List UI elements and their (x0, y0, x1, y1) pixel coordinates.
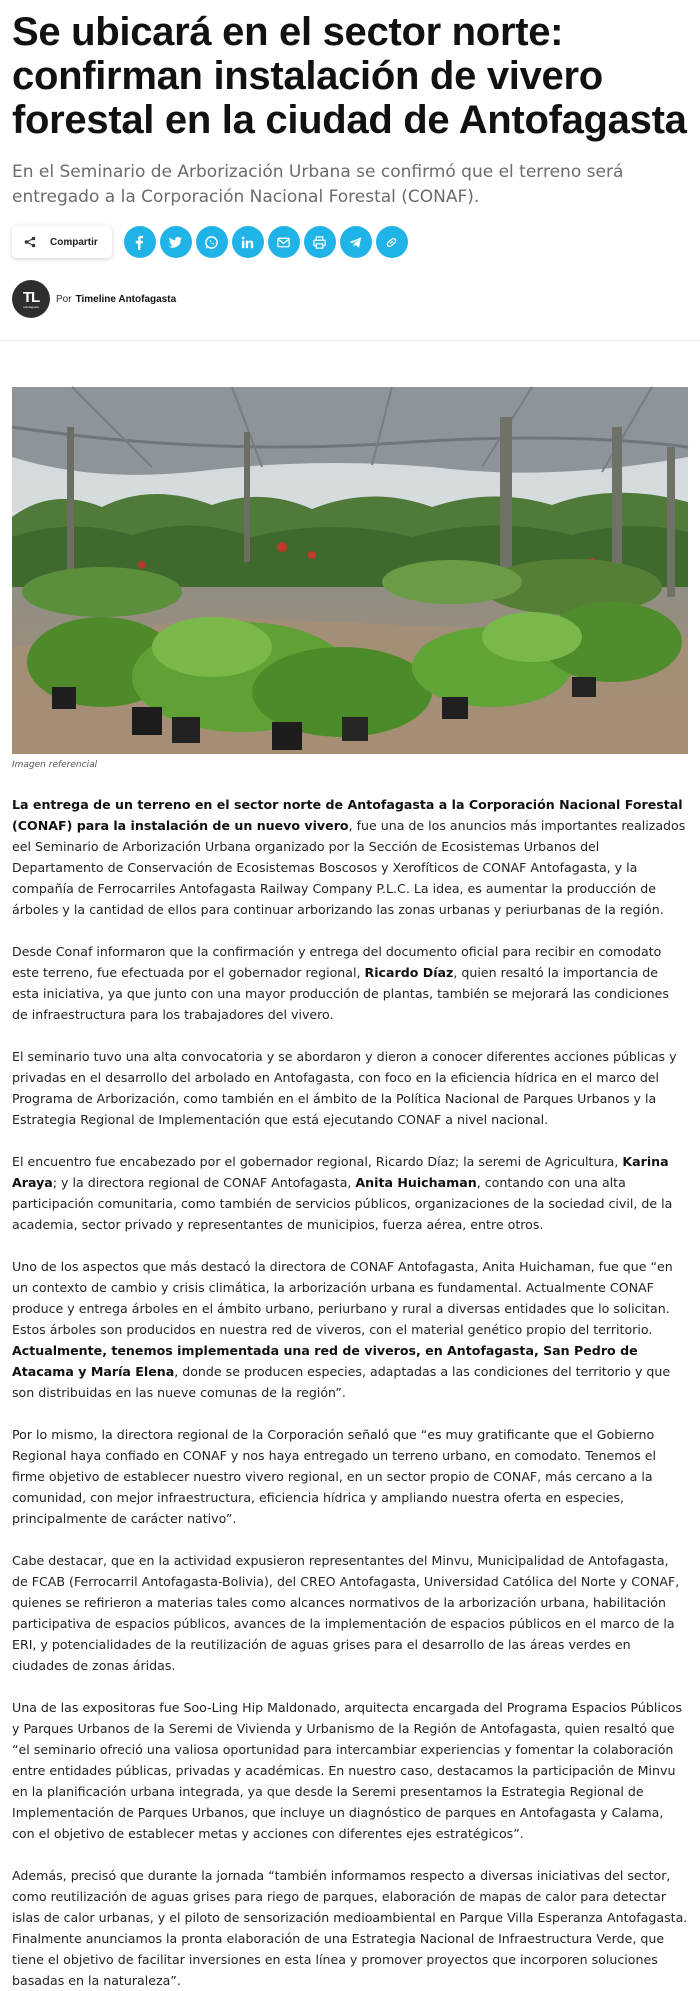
paragraph-text: ; y la directora regional de CONAF Antofagasta, (52, 1175, 356, 1190)
paragraph (12, 794, 688, 920)
paragraph-text: , donde se producen especies, adaptadas a las condiciones del territorio y que son distribuidas en las nueve comunas de la región”. (12, 1364, 671, 1400)
avatar-monogram: TL (22, 288, 40, 306)
paragraph: Cabe destacar, que en la actividad expusieron representantes del Minvu, Municipalidad de Antofagasta, de FCAB (Ferrocarril Antofagasta-Bolivia), del CREO Antofagasta, Universidad Católica del Norte y CONAF, quienes se refirieron a materias tales como alcances normativos de la arborización urbana, habilitación participativa de espacios públicos, avances de la implementación de espacios públicos en el marco de la ERI, y potencialidades de la reutilización de aguas grises para el desarrollo de las áreas verdes en ciudades de zonas áridas. (12, 1553, 680, 1673)
article-headline: Se ubicará en el sector norte: confirman instalación de vivero forestal en la ciudad de Antofagasta (12, 10, 687, 142)
paragraph-bold: Karina Araya (12, 1154, 669, 1190)
email-icon (276, 235, 291, 250)
linkedin-icon (240, 235, 255, 250)
paragraph-text: El encuentro fue encabezado por el gobernador regional, Ricardo Díaz; la seremi de Agricultura, (12, 1154, 623, 1169)
paragraph-text: Uno de los aspectos que más destacó la directora de CONAF Antofagasta, Anita Huichaman, fue que “en un contexto de cambio y crisis climática, la arborización urbana es fundamental. Actualmente CONAF produce y entrega árboles en el ámbito urbano, periurbano y rural a diversas entidades que lo solicitan. Estos árboles son producidos en nuestra red de viveros, con el material genético propio del territorio. (12, 1259, 673, 1337)
paragraph-text: , fue una de los anuncios más importantes realizados eel Seminario de Arborización Urbana organizado por la Sección de Ecosistemas Urbanos del Departamento de Conservación de Ecosistemas Boscosos y Xerofíticos de CONAF Antofagasta, y la compañía de Ferrocarriles Antofagasta Railway Company P.L.C. La idea, es aumentar la producción de árboles y la cantidad de ellos para continuar arborizando las zonas urbanas y periurbanas de la región. (12, 818, 686, 917)
paragraph-bold: Actualmente, tenemos implementada una red de viveros, en Antofagasta, San Pedro de Atacama y María Elena (12, 1343, 638, 1379)
copy-link-button[interactable] (376, 226, 408, 258)
image-caption: Imagen referencial (12, 760, 98, 770)
header-divider (0, 340, 700, 341)
share-icon (24, 236, 36, 248)
article-image (12, 387, 688, 754)
share-whatsapp-button[interactable] (196, 226, 228, 258)
share-button[interactable] (12, 226, 112, 258)
twitter-icon (168, 235, 183, 250)
share-telegram-button[interactable] (340, 226, 372, 258)
paragraph (12, 1256, 688, 1403)
nursery-photo (12, 387, 688, 754)
avatar-subtext: antofagasta (23, 304, 39, 309)
article-subtitle: En el Seminario de Arborización Urbana se confirmó que el terreno será entregado a la Corporación Nacional Forestal (CONAF). (12, 162, 624, 207)
print-icon (312, 235, 327, 250)
paragraph-text: Desde Conaf informaron que la confirmación y entrega del documento oficial para recibir en comodato este terreno, fue efectuada por el gobernador regional, (12, 944, 662, 980)
whatsapp-icon (204, 235, 219, 250)
share-twitter-button[interactable] (160, 226, 192, 258)
paragraph: El seminario tuvo una alta convocatoria y se abordaron y dieron a conocer diferentes acciones públicas y privadas en el desarrollo del arbolado en Antofagasta, con foco en la eficiencia hídrica en el marco del Programa de Arborización, como también en el ámbito de la Política Nacional de Parques Urbanos y la Estrategia Regional de Implementación que está ejecutando CONAF a nivel nacional. (12, 1049, 677, 1127)
share-linkedin-button[interactable] (232, 226, 264, 258)
author-prefix: Por (56, 293, 72, 305)
paragraph (12, 941, 688, 1025)
paragraph-text: , contando con una alta participación comunitaria, como también de servicios públicos, organizaciones de la sociedad civil, de la academia, sector privado y representantes de municipios, fuerza aérea, entre otros. (12, 1175, 673, 1232)
paragraph: Además, precisó que durante la jornada “también informamos respecto a diversas iniciativas del sector, como reutilización de aguas grises para riego de parques, elaboración de mapas de calor para detectar islas de calor urbanas, y el piloto de sensorización medioambiental en Parque Villa Esperanza Antofagasta. Finalmente anunciamos la pronta elaboración de una Estrategia Nacional de Infraestructura Verde, que tiene el objetivo de facilitar inversiones en esta línea y promover proyectos que incorporen soluciones basadas en la naturaleza”. (12, 1868, 688, 1988)
paragraph-bold: Ricardo Díaz (364, 965, 454, 980)
paragraph-text: , quien resaltó la importancia de esta iniciativa, ya que junto con una mayor producción de plantas, también se mejorará las condiciones de infraestructura para los trabajadores del vivero. (12, 965, 669, 1022)
facebook-icon (132, 235, 147, 250)
share-facebook-button[interactable] (124, 226, 156, 258)
author-name-link[interactable]: Timeline Antofagasta (75, 293, 177, 305)
link-icon (384, 235, 399, 250)
telegram-icon (348, 235, 363, 250)
paragraph-bold: La entrega de un terreno en el sector norte de Antofagasta a la Corporación Nacional Forestal (CONAF) para la instalación de un nuevo vivero (12, 797, 683, 833)
author-byline (0, 258, 700, 322)
paragraph-bold: Anita Huichaman (355, 1175, 477, 1190)
paragraph (12, 1151, 688, 1235)
share-button-label: Compartir (50, 236, 98, 248)
paragraph: Por lo mismo, la directora regional de la Corporación señaló que “es muy gratificante que el Gobierno Regional haya confiado en CONAF y nos haya entregado un terreno urbano, en comodato. Tenemos el firme objetivo de establecer nuestro vivero regional, en un sector propio de CONAF, más cercano a la comunidad, con mejor infraestructura, eficiencia hídrica y ampliando nuestra oferta en especies, principalmente de carácter nativo”. (12, 1427, 657, 1526)
print-button[interactable] (304, 226, 336, 258)
article-body (0, 770, 700, 1991)
author-avatar[interactable] (12, 280, 50, 318)
share-email-button[interactable] (268, 226, 300, 258)
paragraph: Una de las expositoras fue Soo-Ling Hip Maldonado, arquitecta encargada del Programa Espacios Públicos y Parques Urbanos de la Seremi de Vivienda y Urbanismo de la Región de Antofagasta, quien resaltó que “el seminario ofreció una valiosa oportunidad para intercambiar experiencias y fomentar la colaboración entre entidades públicas, privadas y académicas. En nuestro caso, destacamos la participación de Minvu en la planificación urbana integrada, ya que desde la Seremi presentamos la Estrategia Regional de Implementación de Parques Urbanos, que incluye un diagnóstico de parques en Antofagasta y Calama, con el objetivo de establecer metas y acciones con diferentes ejes estratégicos”. (12, 1700, 683, 1841)
share-bar (0, 210, 700, 258)
